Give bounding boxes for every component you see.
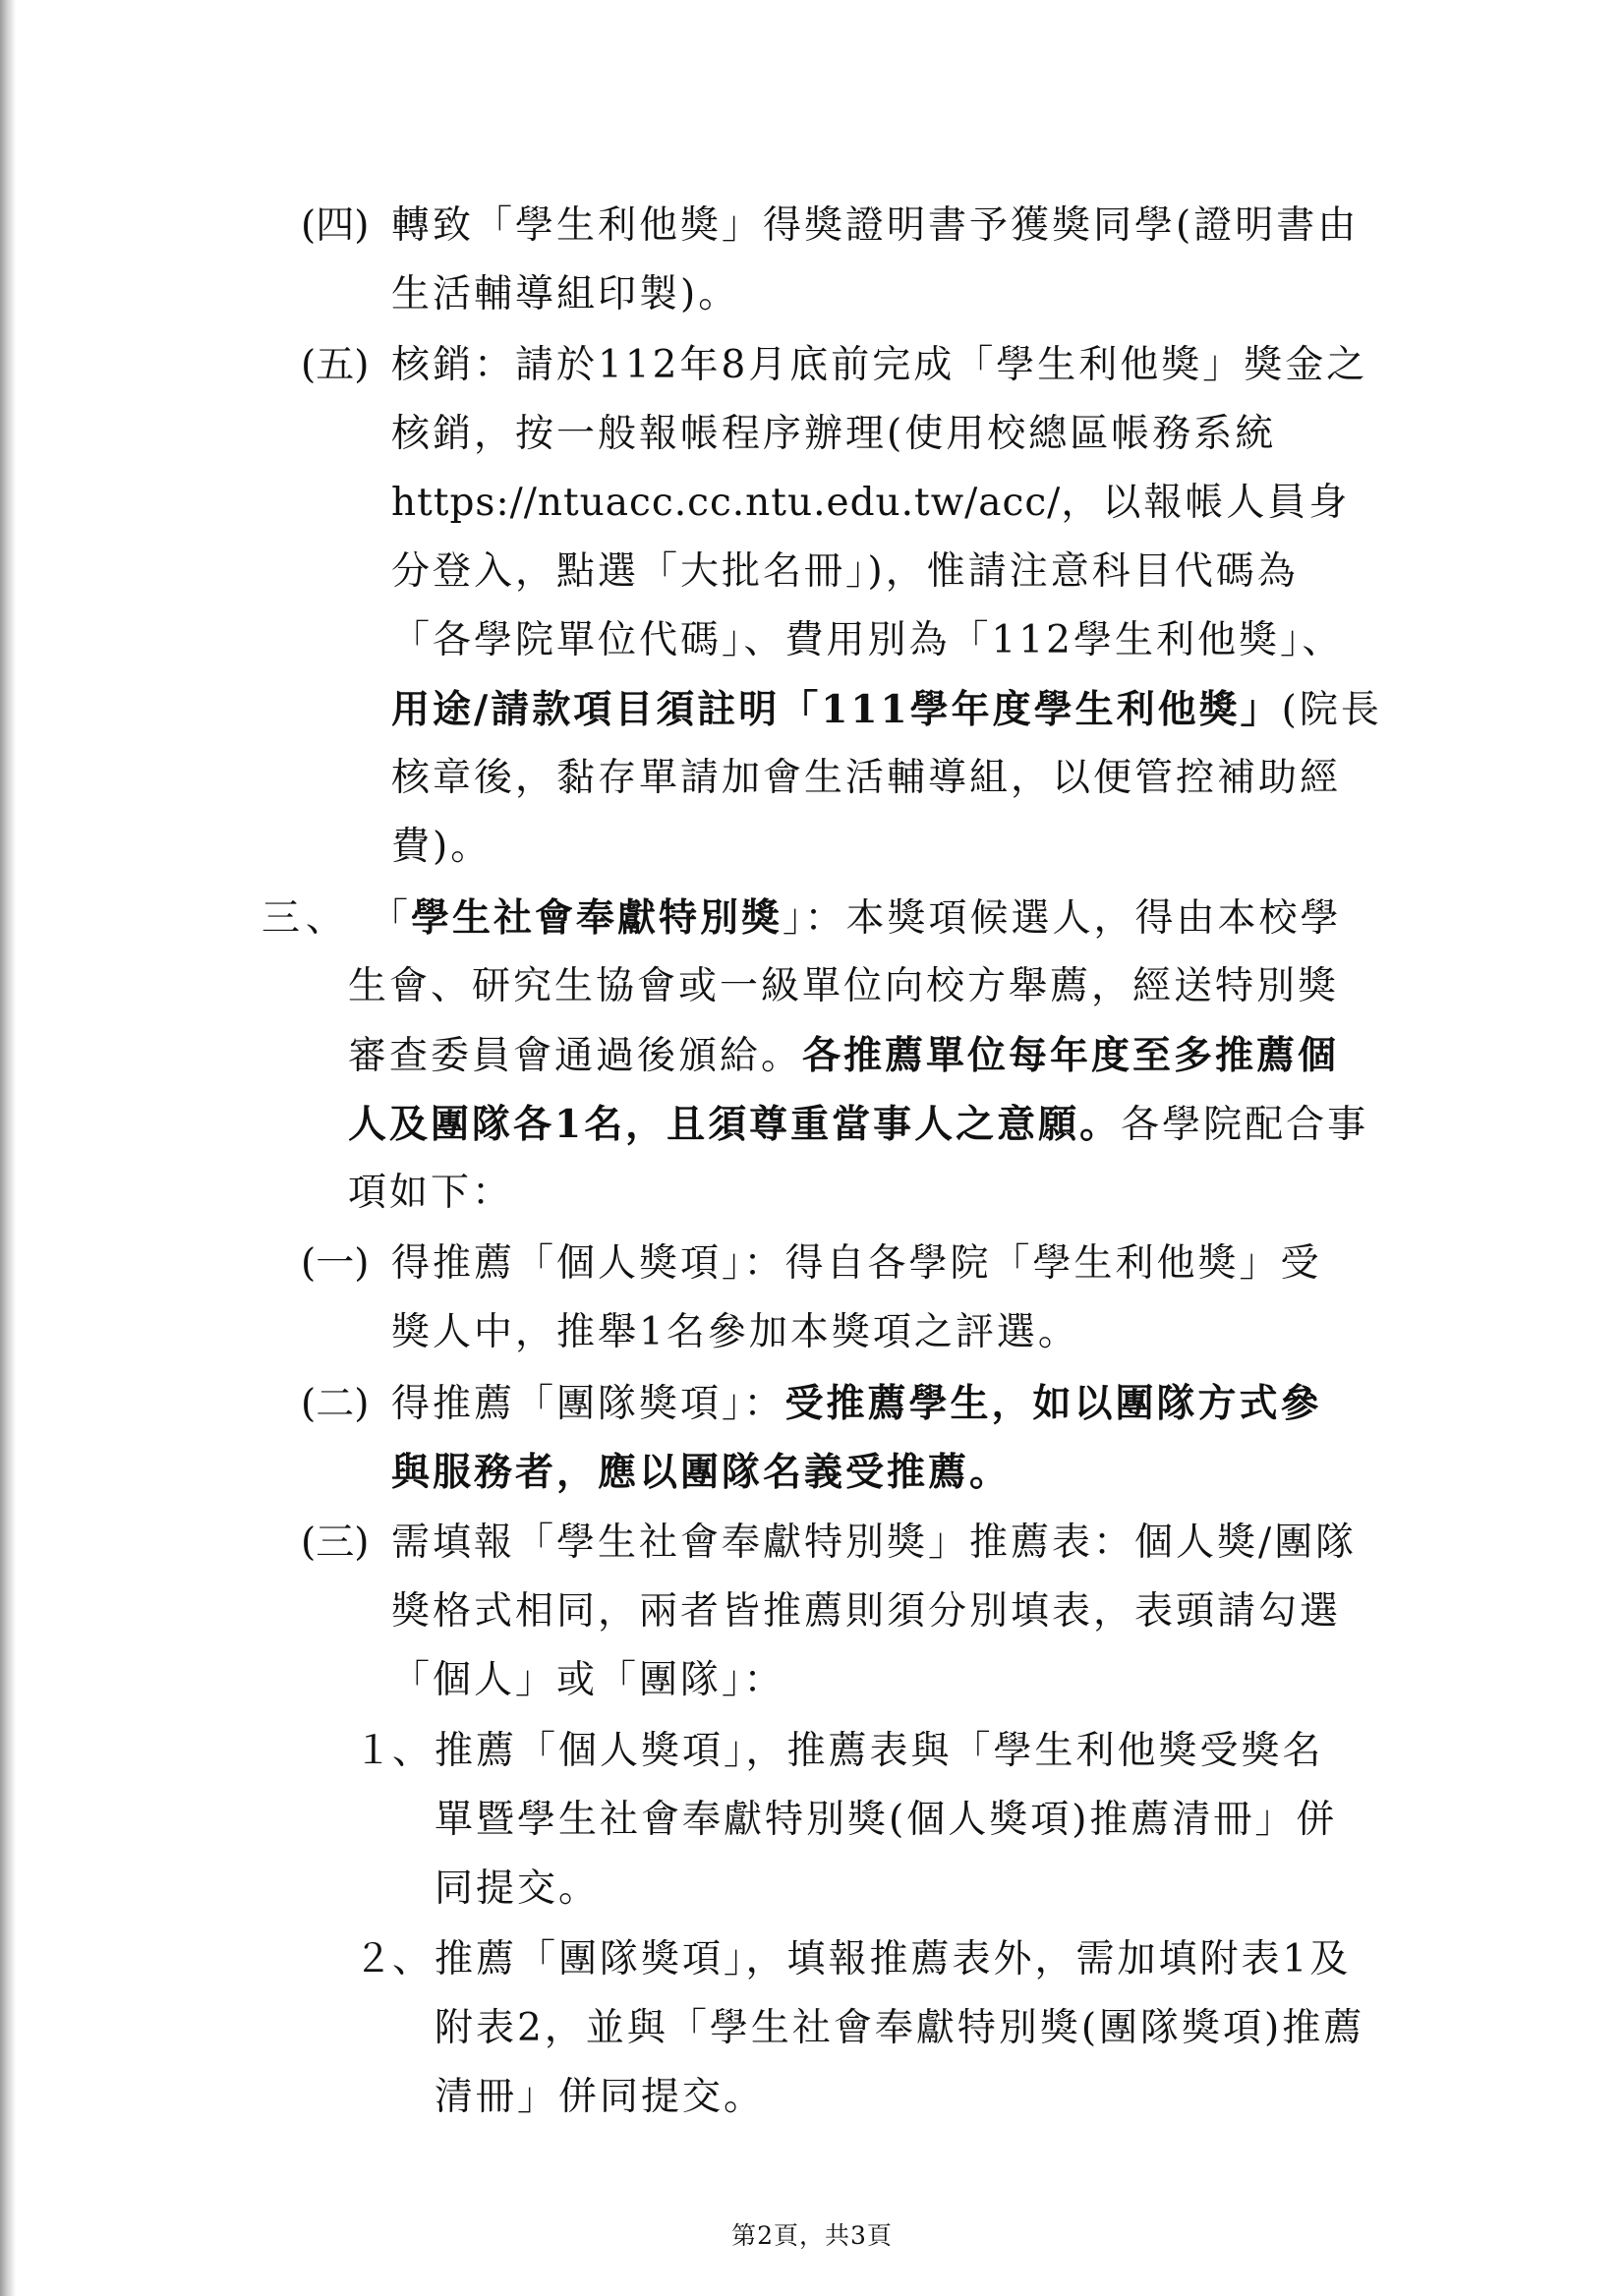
item5-line2: 核銷，按一般報帳程序辦理(使用校總區帳務系統 <box>391 412 1277 456</box>
section3-text-4: 各學院配合事 <box>1121 1103 1369 1147</box>
sub3-text-1: 需填報「學生社會奉獻特別獎」推薦表：個人獎/團隊 <box>391 1521 1358 1565</box>
item5-text-1: 核銷：請於112年8月底前完成「學生利他獎」獎金之 <box>391 343 1368 387</box>
section3-text-3: 審查委員會通過後頒給。 <box>348 1034 803 1078</box>
sub1-label: (一) <box>301 1241 370 1286</box>
item5-line1 <box>301 342 1367 389</box>
item5-label: (五) <box>301 343 370 387</box>
page-edge-shadow <box>0 0 16 2296</box>
item5-bold-note: 用途/請款項目須註明「111學年度學生利他獎」 <box>391 687 1282 732</box>
sub3-line2: 獎格式相同，兩者皆推薦則須分別填表，表頭請勾選 <box>391 1589 1342 1634</box>
section3-label: 三、 <box>261 896 351 941</box>
accounting-system-url: https://ntuacc.cc.ntu.edu.tw/acc/ <box>391 481 1062 525</box>
section3-text-1: 」：本獎項候選人，得由本校學 <box>783 896 1342 941</box>
sub2-label: (二) <box>301 1382 370 1426</box>
item5-text-3: ，以報帳人員身 <box>1061 481 1351 525</box>
item5-line8: 費)。 <box>391 825 493 869</box>
section3-line5: 項如下： <box>348 1171 514 1215</box>
sub2-line2: 與服務者，應以團隊名義受推薦。 <box>391 1450 1012 1495</box>
num1-text-1: 推薦「個人獎項」，推薦表與「學生利他獎受獎名 <box>435 1729 1324 1773</box>
num2-text-1: 推薦「團隊獎項」，填報推薦表外，需加填附表1及 <box>435 1937 1352 1981</box>
section3-line3 <box>348 1032 1339 1079</box>
num1-line1 <box>354 1728 1324 1775</box>
section3-bold-4: 人及團隊各1名，且須尊重當事人之意願。 <box>348 1102 1122 1147</box>
item4-text-1: 轉致「學生利他獎」得獎證明書予獲獎同學(證明書由 <box>391 203 1360 248</box>
section3-award-title: 學生社會奉獻特別獎 <box>411 895 783 941</box>
num1-line3: 同提交。 <box>435 1866 601 1911</box>
item5-line3 <box>391 480 1350 527</box>
section3-bold-3: 各推薦單位每年度至多推薦個 <box>802 1033 1340 1078</box>
item4-line2: 生活輔導組印製)。 <box>391 272 740 316</box>
item5-text-6: (院長 <box>1281 688 1382 732</box>
item5-line5: 「各學院單位代碼」、費用別為「112學生利他獎」、 <box>391 618 1344 662</box>
item5-line4: 分登入，點選「大批名冊」)，惟請注意科目代碼為 <box>391 549 1299 594</box>
num2-line1 <box>354 1936 1351 1983</box>
item4-line1 <box>301 202 1359 250</box>
item5-line7: 核章後，黏存單請加會生活輔導組，以便管控補助經 <box>391 756 1342 800</box>
num2-line2: 附表2，並與「學生社會奉獻特別獎(團隊獎項)推薦 <box>435 2006 1365 2050</box>
num2-label: ２、 <box>354 1937 432 1981</box>
sub2-bold-1: 受推薦學生，如以團隊方式參 <box>784 1381 1322 1426</box>
section3-line2: 生會、研究生協會或一級單位向校方舉薦，經送特別獎 <box>348 964 1340 1008</box>
sub1-line2: 獎人中，推舉1名參加本獎項之評選。 <box>391 1310 1079 1354</box>
section3-line4 <box>348 1101 1368 1148</box>
section3-open-quote: 「 <box>370 896 412 941</box>
sub2-line1 <box>301 1380 1322 1427</box>
item5-line6 <box>391 686 1382 733</box>
sub3-line1 <box>301 1520 1357 1567</box>
sub1-text-1: 得推薦「個人獎項」：得自各學院「學生利他獎」受 <box>391 1241 1322 1286</box>
section3-line1 <box>261 894 1342 942</box>
num2-line3: 清冊」併同提交。 <box>435 2075 766 2119</box>
num1-line2: 單暨學生社會奉獻特別獎(個人獎項)推薦清冊」併 <box>435 1798 1338 1842</box>
sub3-line3: 「個人」或「團隊」： <box>391 1658 785 1702</box>
sub1-line1 <box>301 1240 1322 1288</box>
page-number-footer: 第2頁，共3頁 <box>731 2221 893 2250</box>
num1-label: １、 <box>354 1729 432 1773</box>
item4-label: (四) <box>301 203 370 248</box>
sub2-text-1: 得推薦「團隊獎項」： <box>391 1382 785 1426</box>
sub3-label: (三) <box>301 1521 370 1565</box>
